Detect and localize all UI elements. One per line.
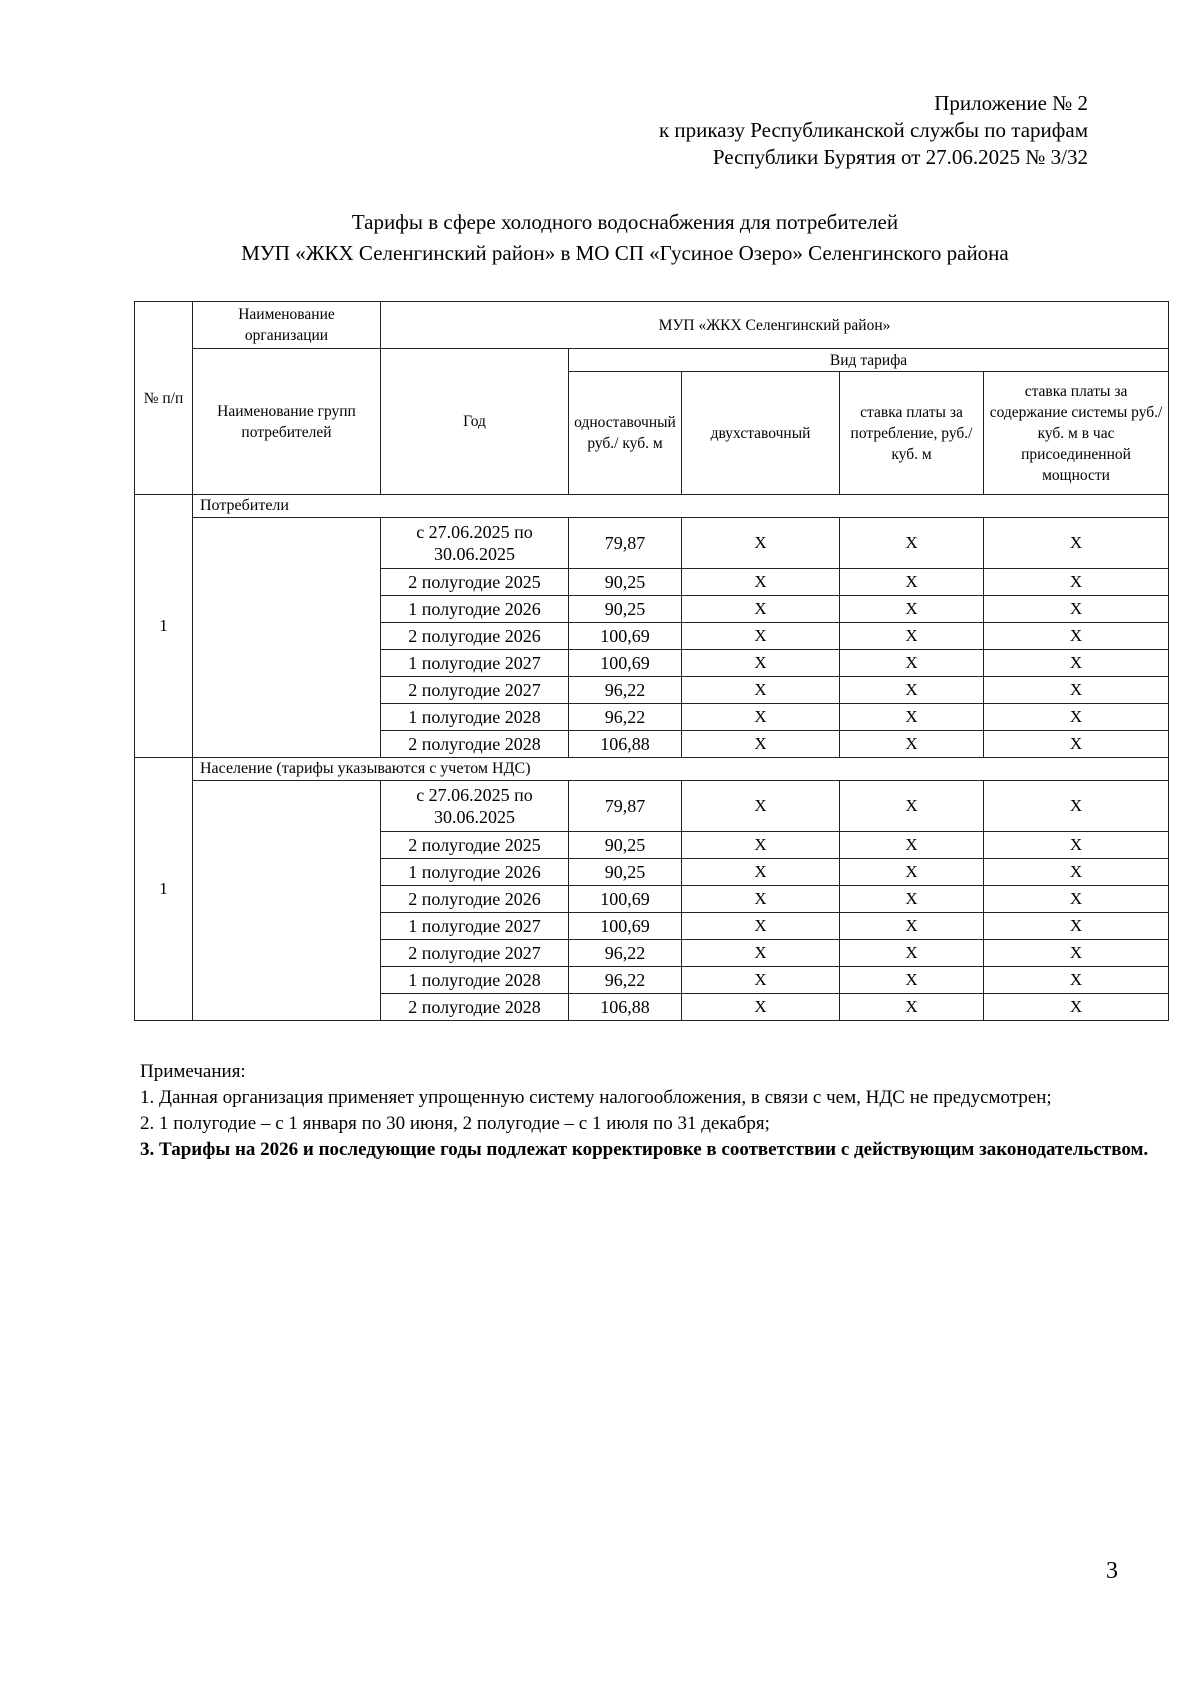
tariff-table: [134, 301, 1169, 1021]
period-cell: 2 полугодие 2027: [381, 677, 569, 704]
consumption-rate-cell: Х: [840, 781, 984, 832]
appendix-line-3: Республики Бурятия от 27.06.2025 № 3/32: [712, 145, 1088, 169]
consumption-rate-cell: Х: [840, 596, 984, 623]
period-cell: 1 полугодие 2028: [381, 967, 569, 994]
note-item: 1. Данная организация применяет упрощенную систему налогообложения, в связи с чем, НДС не предусмотрен;: [140, 1087, 1052, 1108]
period-cell: 1 полугодие 2026: [381, 596, 569, 623]
header-consumption-rate: ставка платы за потребление, руб./ куб. м: [840, 372, 984, 495]
appendix-header: [659, 90, 1088, 171]
consumption-rate-cell: Х: [840, 832, 984, 859]
appendix-line-2: к приказу Республиканской службы по тарифам: [658, 118, 1088, 142]
page-number: 3: [1106, 1558, 1118, 1584]
single-rate-cell: 106,88: [569, 994, 682, 1021]
group-cell-empty: [193, 518, 381, 758]
consumption-rate-cell: Х: [840, 677, 984, 704]
header-year: Год: [381, 349, 569, 495]
row-number: 1: [135, 758, 193, 1021]
period-cell: 2 полугодие 2025: [381, 569, 569, 596]
single-rate-cell: 100,69: [569, 650, 682, 677]
two-rate-cell: Х: [682, 994, 840, 1021]
header-org-label: Наименование организации: [193, 302, 381, 349]
header-tariff-type: Вид тарифа: [569, 349, 1169, 372]
consumer-group-name: Население (тарифы указываются с учетом НДС): [193, 758, 1169, 781]
header-org-name: МУП «ЖКХ Селенгинский район»: [381, 302, 1169, 349]
single-rate-cell: 100,69: [569, 886, 682, 913]
capacity-rate-cell: Х: [984, 569, 1169, 596]
capacity-rate-cell: Х: [984, 994, 1169, 1021]
table-row: [135, 781, 1169, 832]
single-rate-cell: 79,87: [569, 781, 682, 832]
period-cell: 2 полугодие 2026: [381, 623, 569, 650]
single-rate-cell: 90,25: [569, 832, 682, 859]
header-two-rate: двухставочный: [682, 372, 840, 495]
period-cell: 2 полугодие 2028: [381, 994, 569, 1021]
consumption-rate-cell: Х: [840, 994, 984, 1021]
two-rate-cell: Х: [682, 967, 840, 994]
capacity-rate-cell: Х: [984, 781, 1169, 832]
capacity-rate-cell: Х: [984, 967, 1169, 994]
title-line-2: МУП «ЖКХ Селенгинский район» в МО СП «Гусиное Озеро» Селенгинского района: [241, 241, 1009, 265]
two-rate-cell: Х: [682, 623, 840, 650]
single-rate-cell: 96,22: [569, 940, 682, 967]
period-cell: 2 полугодие 2027: [381, 940, 569, 967]
capacity-rate-cell: Х: [984, 731, 1169, 758]
row-number: 1: [135, 495, 193, 758]
single-rate-cell: 79,87: [569, 518, 682, 569]
consumption-rate-cell: Х: [840, 650, 984, 677]
capacity-rate-cell: Х: [984, 859, 1169, 886]
consumption-rate-cell: Х: [840, 886, 984, 913]
two-rate-cell: Х: [682, 518, 840, 569]
two-rate-cell: Х: [682, 859, 840, 886]
table-row: [135, 518, 1169, 569]
two-rate-cell: Х: [682, 886, 840, 913]
two-rate-cell: Х: [682, 677, 840, 704]
single-rate-cell: 96,22: [569, 704, 682, 731]
single-rate-cell: 96,22: [569, 677, 682, 704]
single-rate-cell: 90,25: [569, 569, 682, 596]
period-cell: 2 полугодие 2028: [381, 731, 569, 758]
capacity-rate-cell: Х: [984, 677, 1169, 704]
period-cell: 2 полугодие 2025: [381, 832, 569, 859]
group-row: [135, 495, 1169, 518]
capacity-rate-cell: Х: [984, 650, 1169, 677]
period-cell: 1 полугодие 2027: [381, 913, 569, 940]
header-capacity-rate: ставка платы за содержание системы руб./куб. м в час присоединенной мощности: [984, 372, 1169, 495]
two-rate-cell: Х: [682, 704, 840, 731]
period-cell: с 27.06.2025 по 30.06.2025: [381, 518, 569, 569]
capacity-rate-cell: Х: [984, 832, 1169, 859]
capacity-rate-cell: Х: [984, 623, 1169, 650]
consumption-rate-cell: Х: [840, 518, 984, 569]
single-rate-cell: 90,25: [569, 859, 682, 886]
capacity-rate-cell: Х: [984, 704, 1169, 731]
group-cell-empty: [193, 781, 381, 1021]
notes-section: [140, 1059, 1168, 1163]
header-group-label: Наименование групп потребителей: [193, 349, 381, 495]
consumption-rate-cell: Х: [840, 731, 984, 758]
document-title: [140, 207, 1110, 269]
capacity-rate-cell: Х: [984, 596, 1169, 623]
header-single-rate: одноставочный руб./ куб. м: [569, 372, 682, 495]
title-line-1: Тарифы в сфере холодного водоснабжения для потребителей: [351, 210, 899, 234]
group-row: [135, 758, 1169, 781]
appendix-line-1: Приложение № 2: [934, 91, 1088, 115]
consumption-rate-cell: Х: [840, 967, 984, 994]
capacity-rate-cell: Х: [984, 518, 1169, 569]
notes-heading: Примечания:: [140, 1061, 246, 1082]
single-rate-cell: 100,69: [569, 913, 682, 940]
consumption-rate-cell: Х: [840, 913, 984, 940]
period-cell: 1 полугодие 2027: [381, 650, 569, 677]
two-rate-cell: Х: [682, 781, 840, 832]
two-rate-cell: Х: [682, 832, 840, 859]
capacity-rate-cell: Х: [984, 913, 1169, 940]
two-rate-cell: Х: [682, 913, 840, 940]
consumption-rate-cell: Х: [840, 623, 984, 650]
two-rate-cell: Х: [682, 650, 840, 677]
single-rate-cell: 90,25: [569, 596, 682, 623]
single-rate-cell: 96,22: [569, 967, 682, 994]
period-cell: с 27.06.2025 по 30.06.2025: [381, 781, 569, 832]
consumption-rate-cell: Х: [840, 859, 984, 886]
capacity-rate-cell: Х: [984, 940, 1169, 967]
note-item: 3. Тарифы на 2026 и последующие годы подлежат корректировке в соответствии с действующим законодательством.: [140, 1139, 1149, 1160]
two-rate-cell: Х: [682, 731, 840, 758]
capacity-rate-cell: Х: [984, 886, 1169, 913]
consumption-rate-cell: Х: [840, 940, 984, 967]
two-rate-cell: Х: [682, 596, 840, 623]
period-cell: 1 полугодие 2028: [381, 704, 569, 731]
header-num: № п/п: [135, 302, 193, 495]
note-item: 2. 1 полугодие – с 1 января по 30 июня, 2 полугодие – с 1 июля по 31 декабря;: [140, 1113, 770, 1134]
period-cell: 2 полугодие 2026: [381, 886, 569, 913]
consumption-rate-cell: Х: [840, 569, 984, 596]
period-cell: 1 полугодие 2026: [381, 859, 569, 886]
two-rate-cell: Х: [682, 569, 840, 596]
consumer-group-name: Потребители: [193, 495, 1169, 518]
single-rate-cell: 100,69: [569, 623, 682, 650]
two-rate-cell: Х: [682, 940, 840, 967]
single-rate-cell: 106,88: [569, 731, 682, 758]
consumption-rate-cell: Х: [840, 704, 984, 731]
